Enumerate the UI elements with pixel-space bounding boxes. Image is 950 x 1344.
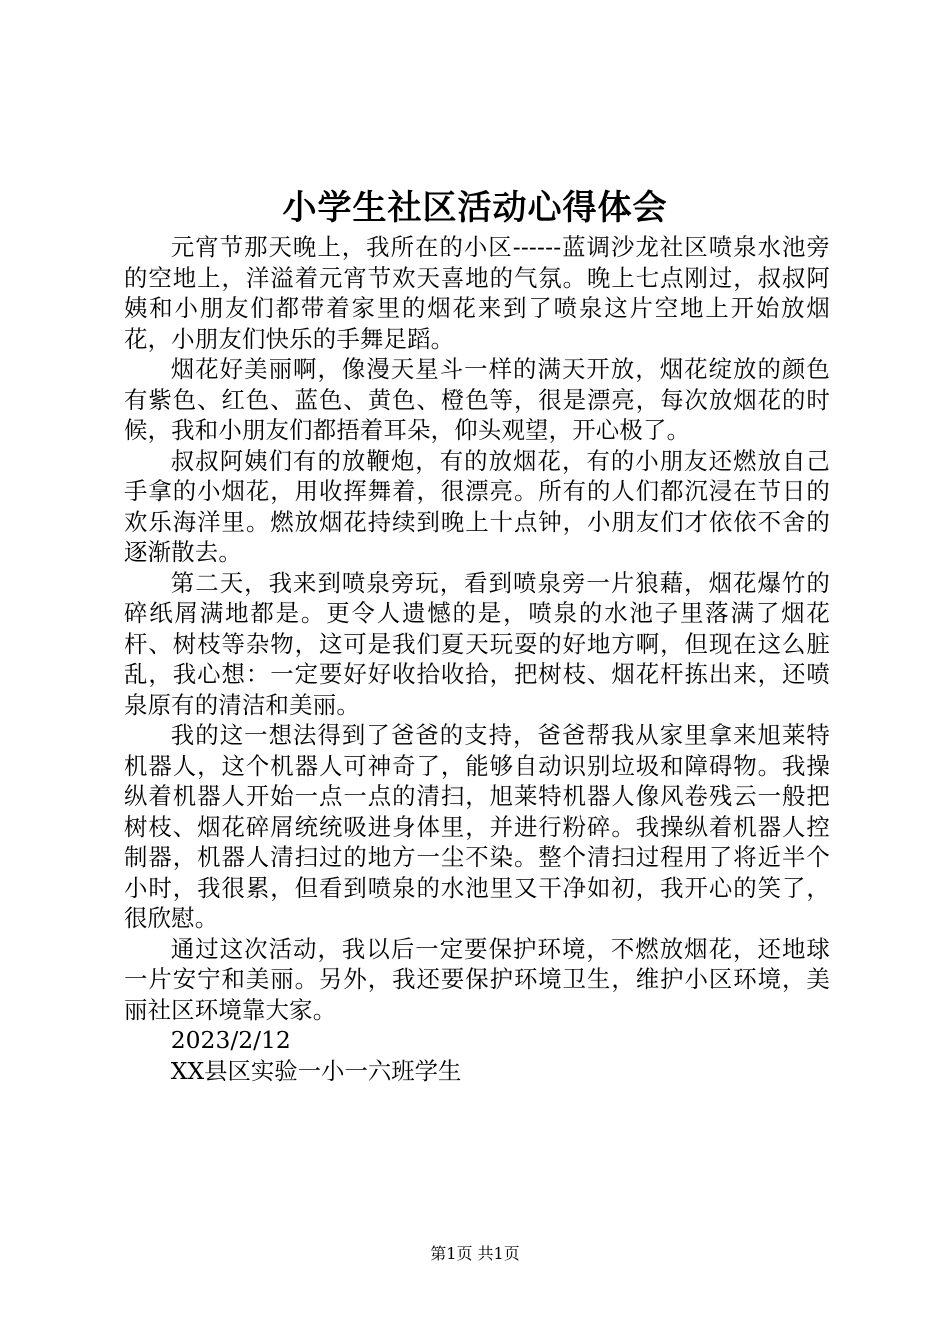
paragraph: 通过这次活动，我以后一定要保护环境，不燃放烟花，还地球一片安宁和美丽。另外，我还要保护环境卫生，维护小区环境，美丽社区环境靠大家。 (124, 934, 830, 1024)
paragraph: 我的这一想法得到了爸爸的支持，爸爸帮我从家里拿来旭莱特机器人，这个机器人可神奇了，能够自动识别垃圾和障碍物。我操纵着机器人开始一点一点的清扫，旭莱特机器人像风卷残云一般把树枝、烟花碎屑统统吸进身体里，并进行粉碎。我操纵着机器人控制器，机器人清扫过的地方一尘不染。整个清扫过程用了将近半个小时，我很累，但看到喷泉的水池里又干净如初，我开心的笑了，很欣慰。 (124, 721, 830, 932)
document-title: 小学生社区活动心得体会 (282, 188, 668, 228)
document-signature: XX县区实验一小一六班学生 (170, 1056, 462, 1085)
page-number-footer: 第1页 共1页 (430, 1244, 520, 1263)
document-date: 2023/2/12 (170, 1026, 291, 1054)
paragraph: 第二天，我来到喷泉旁玩，看到喷泉旁一片狼藉，烟花爆竹的碎纸屑满地都是。更令人遗憾的是，喷泉的水池子里落满了烟花杆、树枝等杂物，这可是我们夏天玩耍的好地方啊，但现在这么脏乱，我心想：一定要好好收拾收拾，把树枝、烟花杆拣出来，还喷泉原有的清洁和美丽。 (124, 568, 830, 719)
paragraph: 元宵节那天晚上，我所在的小区------蓝调沙龙社区喷泉水池旁的空地上，洋溢着元宵节欢天喜地的气氛。晚上七点刚过，叔叔阿姨和小朋友们都带着家里的烟花来到了喷泉这片空地上开始放烟花，小朋友们快乐的手舞足蹈。 (124, 233, 830, 353)
paragraph: 烟花好美丽啊，像漫天星斗一样的满天开放，烟花绽放的颜色有紫色、红色、蓝色、黄色、橙色等，很是漂亮，每次放烟花的时候，我和小朋友们都捂着耳朵，仰头观望，开心极了。 (124, 355, 830, 444)
paragraph: 叔叔阿姨们有的放鞭炮，有的放烟花，有的小朋友还燃放自己手拿的小烟花，用收挥舞着，很漂亮。所有的人们都沉浸在节日的欢乐海洋里。燃放烟花持续到晚上十点钟，小朋友们才依依不舍的逐渐散去。 (124, 446, 830, 566)
document-body (124, 232, 830, 1086)
